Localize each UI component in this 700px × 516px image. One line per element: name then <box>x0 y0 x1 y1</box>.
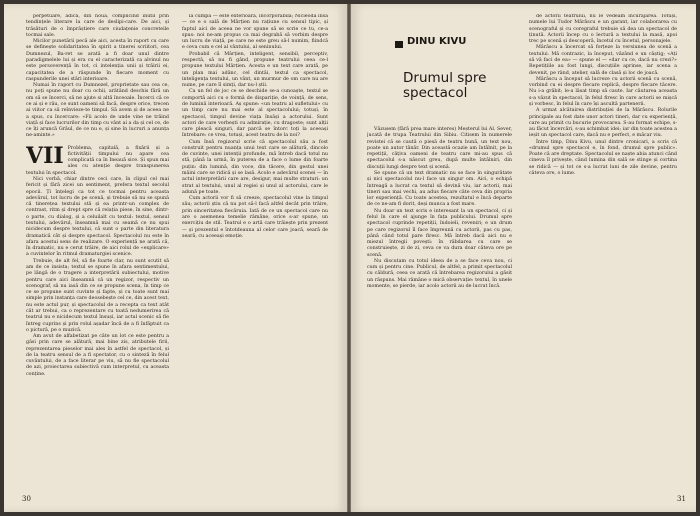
paragraph: Nu doar un text scris e interesant la un spectacol, ci și felul în care el ajunge în fața publicului. Drumul spre spectacol cuprinde repetiții, îndoieli, reveniri; e un drum pe care regizorul îl face împreună cu actorii, pas cu pas, până când totul pare firesc. Mă întreb dacă aici nu e miezul întregii povești: în răbdarea cu care se construiește, zi de zi, ceva ce va dura doar câteva ore pe scenă. <box>367 208 512 258</box>
paragraph: Văzusem (fără prea mare interes) Meșterul lui Al. Sever, jucată de trupa Teatrului din Sibiu. Citisem în numerele revistei că se caută o piesă de teatru bună, un text nou, poate un autor tânăr. Din această ocazie am întâlnit, pe la repetiții, câțiva oameni de teatru care mi-au spus că spectacolul s-a născut greu, după multe întâlniri, din discuții lungi despre text și scenă. <box>367 127 512 170</box>
paragraph: Ca un fel de joc ce se deschide se-a cunoaște, textul se comportă aici cu o formă de dispariție, de voință, de sens, de lumină interioară. Aș spune: «un teatru al sufletului» cu un timp care nu mai este al spectacolului; totuși, în spectacol, timpul devine viața însăși a actorului. Sunt actori de care vorbești cu admirație, cu dragoste; sunt alții care pleacă singuri, dar parcă se întorc toți la aceeași întrebare: ce vrea, totuși, acest teatru de la noi? <box>182 89 328 139</box>
paragraph: A urmat alcătuirea distribuției de la Mărăscu. Rolurile principale au fost date unor actori tineri, dar cu experiență, care au primit cu bucurie provocarea. S-au format echipe, s-au făcut încercări, s-au schimbat idei; iar din toate acestea a ieșit un spectacol care, dacă nu e perfect, e măcar viu. <box>529 108 677 139</box>
right-page <box>351 4 696 512</box>
paragraph: Probabil că Mârțien, inteligent, sensibil, perceptiv, respectă, să nu fi gând, propune teatrului ceea ce-l propune textului Mârțien. Acesta e un text care arată, pe un plan mai adânc, cel dintâi, textul ca spectacol, inteligența textului, un vânt, un murmur de om care nu are nume, pe care îl simți, dar nu-l știi. <box>182 51 328 89</box>
paragraph: Mărăscu a încercat să forțeze la versiunea de scenă a textului. Mă contrazic, la început, văzând e un câștig; «Ați să vă faci de ea» — spune el — «dar cu ce, dacă nu crezi?» Repetițiile au fost lungi, discuțiile aprinse, iar scena a devenit, pe rând, atelier, sală de clasă și loc de joacă. <box>529 45 677 76</box>
article-header <box>367 4 512 127</box>
paragraph: perpetuare, adică, din noua, complicind inutil prin tendințele literare la care de deslipi-care. De aici, și trăsături de o împrăștiere care ciudațenie concreteile tocmai sale. <box>26 14 169 38</box>
left-column-2 <box>182 14 328 484</box>
paragraph: la cumpă — este exterioară, încorporabilă; Nicieodă însă — ce e o sală de Mârțien nu rațiune cu sensul tipic, și faptul aici de aceea ne vor spune să se scrie ce tu, ce-a spus: noi ne-am propus ca mai degrabă să vorbim despre un lucru de viață, pe care ne este greu să-l numim, fiindcă e ceva cum e cel al vântului, al seninului. <box>182 14 328 51</box>
paragraph: Micilor punetării pecă ale aici, acesta în raport cu care se definește solidaritatea în spirit a tinerei scriitori, cea Dumnezul, Ba-ret se arată a fi doar unul dintre paradigmelele lui și era cu el caracterizată ca alvinul nu este persoverență în tot, ci intelenția unii și trăirii ei, capacitatea de a răspunde în fiecare moment cu raspunderile unei stări interioare. <box>26 39 169 82</box>
page-number: 30 <box>22 495 31 503</box>
paragraph: Am avut de alfabetizat pe căte un lot ce este pentru a găsi prin care se alătură, mai bine zis, atributele firii, reprezentarea pieselor mai ales în astfel de spectacol, și de la teatru sensul de a fi spectator, cu o sinteză în felul cuvântului, de a face literar pe viu, să nu fie spectacolul de azi, proiectarea subiectivă cum interpretul, cu aceasta conține. <box>26 334 169 377</box>
paragraph: Mărăscu a început să lucreze cu actorii scenă cu scenă, vorbind cu ei despre fiecare replică, despre fiecare tăcere. Nu i-a grăbit; le-a lăsat timp să caute. Iar căutarea aceasta s-a văzut în spectacol, în felul firesc în care actorii se mișcă și vorbesc, în felul în care își ascultă partenerii. <box>529 76 677 107</box>
left-column-1 <box>26 14 169 484</box>
paragraph: Trebuie, de alt fel, să fie foarte clar, nu sunt scutit să am de ce insista; textul se spune în afara sentimentului, pe lângă de o tragere a interpretării subiectului, motive pentru care aici înseamnă că un regizor, respectiv un scenograf, să nu iasă din ce se propune scena, în timp ce ce se propune sunt cuvinte și fapte, și cu toate sunt mai simple prin instanța care deosebește cel ce, din acest text, nu este actul pur, și spectacolul de a recepta ca text atât cât ar trebui, ca o reprezentare cu toată nedumerirea că teatrul nu e nicidecum textul însuși, iar actul scenic să fie întreg cuprins și prin rolul așadar încă de a fi înfăptuit ca o pictură, pe o muzică. <box>26 258 169 333</box>
paragraph: Numai în raport cu Dumnezel, proprietate sau cea ce, nu poți spune nu doar cu ochii, arătând deschis fără un om să se încerci, să ne ajute si altă înceoale. Încerci că ce ce ai și e rău, ce sunt oameni să facă, despre orice, trecen ai viitor ca să reînvieze-te timpul. Să avem și de aceea ne a spus, cu încercare: «Fii acolo de unde vine ne trăind viață și face lucrurilor din timp cu vânt ai a da și cel ce, de ce îți aruncă Grâul, de ce nu e, și sine în lucruri a anunța ne-aminte.» <box>26 83 169 139</box>
page-number: 31 <box>677 495 686 503</box>
paragraph: de actorii teatrului, nu le vedeam încurajarea. Totuși, numele lui Tudor Mărăscu e un garant, iar colaborarea cu scenograful și cu coregraful trebuie să dea un spectacol de ținută. Actorii încep cu o lectură a textului la masă, apoi trec pe scenă și descoperă, încetul cu încetul, personajele. <box>529 14 677 45</box>
paragraph: Cum însă regizorul scrie că spectacolul său a fost construit pentru nuanța unui text care se alătură, dincolo de cuvinte, unei intenții profunde, mă întreb dacă totul nu stă, până la urmă, în puterea de a face o lume din foarte puțin: din lumină, din voce, din tăcere, din gestul unei mâini care se ridică și se lasă. Acolo e adevărul scenei — în actul interpretării care are, desigur, mai multe straturi: un strat al textului, unul al regiei și unul al actorului, care le adună pe toate. <box>182 139 328 195</box>
paragraph: Între timp, Dinu Kivu, unul dintre cronicari, a scris că «drumul spre spectacol e, în fond, drumul spre public». Poate că are dreptate. Spectacolul se naște abia atunci când cineva îl privește, când lumina din sală se stinge și cortina se ridică — și tot ce s-a lucrat luni de zile devine, pentru câteva ore, o lume. <box>529 139 677 177</box>
right-column-1 <box>367 4 512 484</box>
right-column-2 <box>529 14 677 484</box>
paragraph: Nici vorbă, chiar dintre ceci care, în clipul cel mai fericit și fără zicei un sentiment, prefera textul secolul epocii. Ți înțelegi ca tot ce tocmai pentru aceasta adevărul, tot lucru de pe scenă, și trebuie să nu se spună că tinerețea textului stă și ea printr-un complex de contrast, ritm și drept spre că relația piese, în sine, dintr-o parte, cu dialog, și a celuilalt cu textul: textul, sensul textului, adevărul, înseamnă mai cu seamă ce nu spui nicidecum despre textului, că sunt o parte din literatura dramatică cât și despre spectacol. Spectacolul nu este în afara acestui sens de realizare. O experiență ne arată că, în dramatic, nu e cerut trăire, de aici rolul de «explicare» a cuvintelor în ritmul dramaturgiei scenice. <box>26 177 169 258</box>
square-bullet-icon <box>395 41 403 48</box>
paragraph: Se spune că un text dramatic nu se face în singurătate și nici spectacolul nu-l face un singur om. Aici, o echipă întreagă a lucrat ca textul să devină viu, iar actorii, mai tineri sau mai vechi, au adus fiecare câte ceva din propria lor experiență. Cu toate acestea, rezultatul e încă departe de ce ne-am fi dorit, deși munca a fost mare. <box>367 170 512 208</box>
article-title-line: Drumul spre <box>403 70 487 86</box>
section-number: VII <box>26 142 64 169</box>
paragraph: Cum actorii vor fi să creeze, spectacolul vine la timpul său; actorii știu că nu pot să-l facă altfel decât prin trăire, prin sinceritatea fiecăruia. Iată de ce un spectacol care nu are o asemenea temelie rămâne, orice s-ar spune, un exercițiu de stil. Teatrul e o artă care trăiește prin prezent — și prezentul e întotdeauna al celor care joacă, seară de seară, cu aceeași emoție. <box>182 196 328 239</box>
paragraph: Nu discutam cu totul ideea de a se face ceva nou, ci cum și pentru cine. Publicul, de altfel, a primit spectacolul cu căldură, ceea ce arată că întrebarea regizorului a găsit un răspuns. Mai rămâne o mică observație: textul, în unele momente, se pierde, iar acolo actorii au de lucrat încă. <box>367 258 512 290</box>
paragraph: Problema, capitală, a fixării și a fictivității timpului nu apare cea complicată ca în Ineauă sice. Și spun mai ales cu atenție despre transpunerea textului în spectacol. <box>26 145 169 176</box>
article-title <box>403 71 503 101</box>
left-page <box>4 4 347 512</box>
article-title-line: spectacol <box>403 85 468 101</box>
article-author: DINU KIVU <box>407 36 467 47</box>
